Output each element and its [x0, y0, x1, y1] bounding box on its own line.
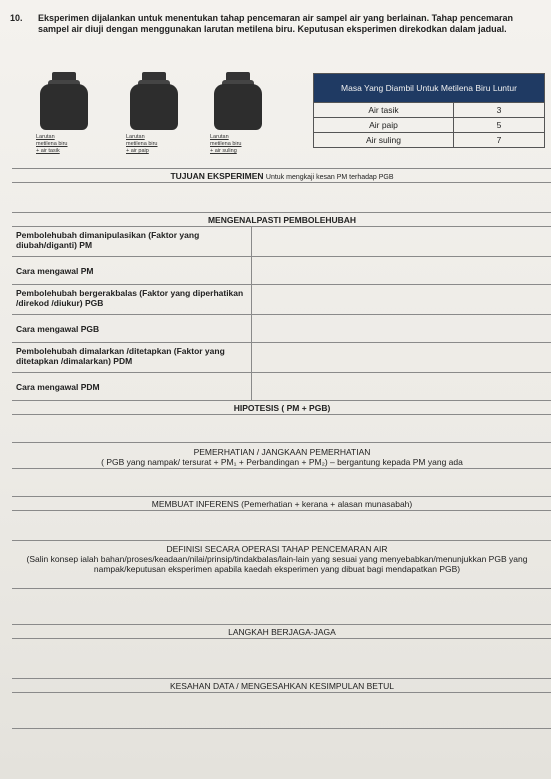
pm-label: Pembolehubah dimanipulasikan (Faktor yang diubah/diganti) PM	[12, 227, 252, 256]
berjaga-answer-space[interactable]	[12, 639, 551, 679]
kesahan-heading: KESAHAN DATA / MENGESAHKAN KESIMPULAN BETUL	[12, 679, 551, 693]
results-table	[313, 73, 545, 148]
pdm-cara-label: Cara mengawal PDM	[12, 373, 252, 400]
inferens-answer-space[interactable]	[12, 511, 551, 541]
bottle-label: Larutan metilena biru + air tasik	[36, 134, 68, 154]
pgb-cara-label: Cara mengawal PGB	[12, 315, 252, 342]
bottle-air-tasik	[36, 72, 96, 168]
pdm-cara-row[interactable]	[12, 373, 551, 401]
pm-cara-label: Cara mengawal PM	[12, 257, 252, 284]
pemerhatian-answer-space[interactable]	[12, 469, 551, 497]
question-number: 10.	[10, 13, 23, 23]
definisi-answer-space[interactable]	[12, 589, 551, 625]
hipotesis-answer-space[interactable]	[12, 415, 551, 443]
question-text: Eksperimen dijalankan untuk menentukan tahap pencemaran air sampel air yang berlainan. Tahap pencemaran sampel air diuji dengan menggunakan larutan metilena biru. Keputusan eksperimen direkodkan dalam jadual.	[38, 13, 513, 34]
tujuan-heading: TUJUAN EKSPERIMEN Untuk mengkaji kesan PM terhadap PGB	[12, 169, 551, 183]
definisi-heading: DEFINISI SECARA OPERASI TAHAP PENCEMARAN AIR (Salin konsep ialah bahan/proses/keadaan/nilai/prinsip/tindakbalas/lain-lain yang sesuai yang menyebabkan/menunjukkan PGB yang nampak/keputusan eksperimen apabila kaedah eksperimen yang dibuat bagi mendapatkan PGB)	[12, 541, 551, 589]
kesahan-answer-space[interactable]	[12, 693, 551, 729]
pemerhatian-heading: PEMERHATIAN / JANGKAAN PEMERHATIAN ( PGB yang nampak/ tersurat + PM₁ + Perbandingan + PM₂) – bergantung kepada PM yang ada	[12, 443, 551, 469]
table-row: Air suling 7	[314, 133, 545, 148]
berjaga-heading: LANGKAH BERJAGA-JAGA	[12, 625, 551, 639]
bottle-diagram	[22, 72, 292, 168]
bottle-label: Larutan metilena biru + air paip	[126, 134, 158, 154]
bottle-air-suling	[210, 72, 270, 168]
table-row: Air paip 5	[314, 118, 545, 133]
pgb-row[interactable]	[12, 285, 551, 315]
pgb-cara-row[interactable]	[12, 315, 551, 343]
pdm-row[interactable]	[12, 343, 551, 373]
answer-form	[12, 168, 551, 729]
bottle-air-paip	[126, 72, 186, 168]
pm-row[interactable]	[12, 227, 551, 257]
pm-cara-row[interactable]	[12, 257, 551, 285]
tujuan-answer-space[interactable]	[12, 183, 551, 213]
mengenalpasti-heading: MENGENALPASTI PEMBOLEHUBAH	[12, 213, 551, 227]
results-table-header: Masa Yang Diambil Untuk Metilena Biru Luntur	[314, 74, 545, 103]
inferens-heading: MEMBUAT INFERENS (Pemerhatian + kerana + alasan munasabah)	[12, 497, 551, 511]
hipotesis-heading: HIPOTESIS ( PM + PGB)	[12, 401, 551, 415]
pdm-label: Pembolehubah dimalarkan /ditetapkan (Faktor yang ditetapkan /dimalarkan) PDM	[12, 343, 252, 372]
bottle-label: Larutan metilena biru + air suling	[210, 134, 242, 154]
pgb-label: Pembolehubah bergerakbalas (Faktor yang diperhatikan /direkod /diukur) PGB	[12, 285, 252, 314]
table-row: Air tasik 3	[314, 103, 545, 118]
